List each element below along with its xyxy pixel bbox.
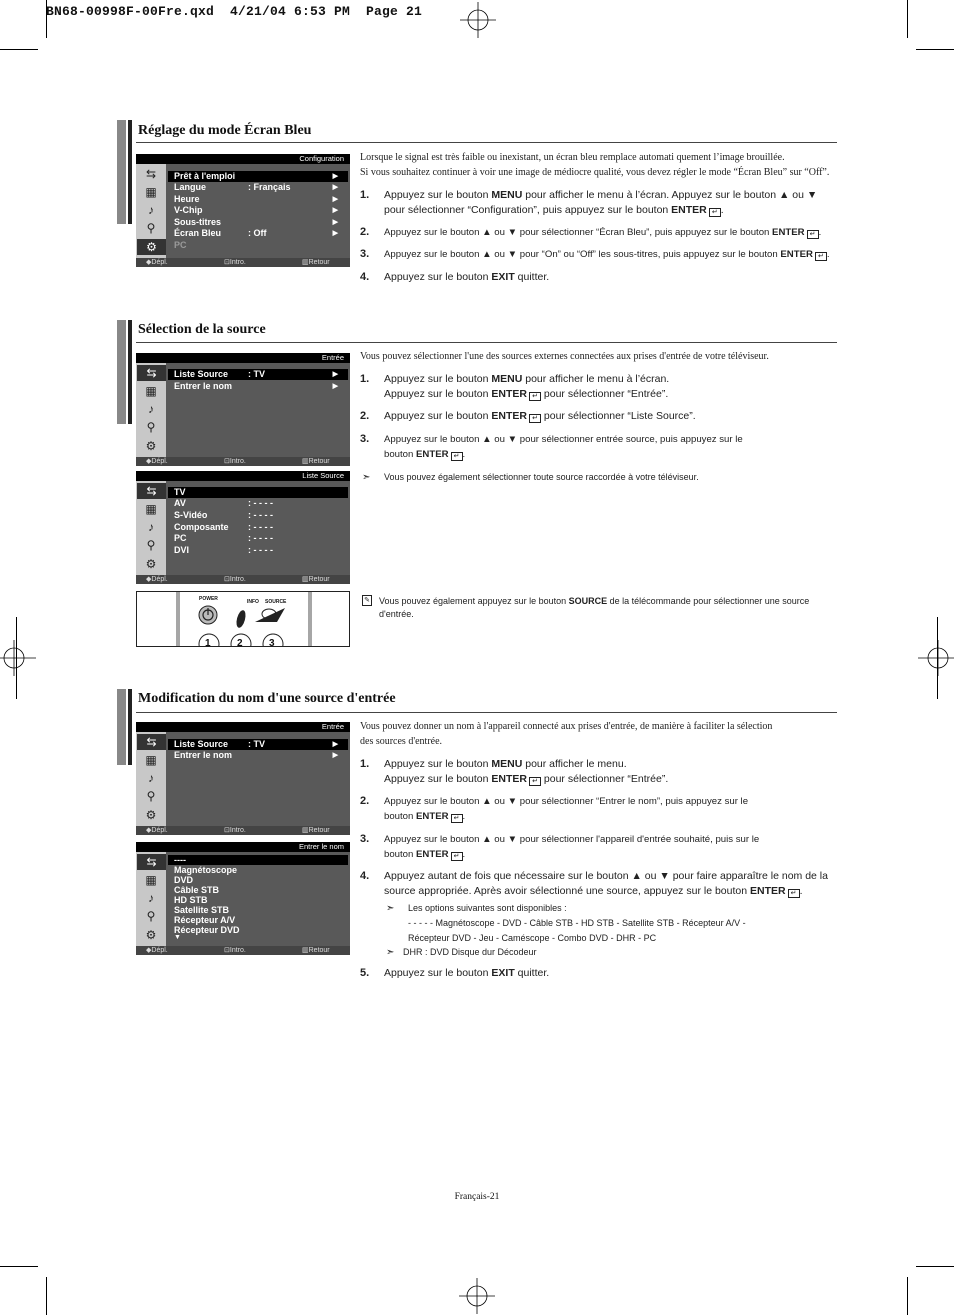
page-number: Français-21 [454,1192,500,1202]
enter-icon: ↵ [807,230,819,239]
enter-icon: ↵ [788,889,800,898]
section-bar [128,320,132,424]
menu-row[interactable]: ---- [168,855,348,865]
arrow-note-icon: ➣ [386,947,395,958]
back-hint: ▥ Retour [302,259,330,266]
menu-row[interactable]: Écran Bleu : Off ▶ [174,228,338,238]
menu-row[interactable]: Prêt à l'emploi ▶ [168,171,348,182]
menu-footer: ◆ Dépl. ⊡ Intro. ▥ Retour [136,575,350,584]
setup-icon: ⚙ [137,239,166,255]
setup-icon: ⚙ [145,808,157,822]
menu-row[interactable]: Langue : Français ▶ [174,182,338,192]
menu-title: Entrée [136,353,350,363]
section-title: Sélection de la source [138,322,266,337]
menu-row[interactable]: V-Chip ▶ [174,205,338,215]
menu-title: Entrer le nom [136,842,350,852]
setup-icon: ⚙ [145,557,157,571]
step-1: 1. Appuyez sur le bouton MENU pour afficher le menu. Appuyez sur le bouton ENTER ↵ pour sélectionner “Entrée”. [360,758,669,785]
crop-mark [916,49,954,50]
input-icon: ⇆ [137,734,166,750]
input-icon: ⇆ [145,167,157,181]
remote-note: ✎ Vous pouvez également appuyez sur le bouton SOURCE de la télécommande pour sélectionner une source d'entrée. [362,595,842,623]
step-2: 2. Appuyez sur le bouton ▲ ou ▼ pour sélectionner “Entrer le nom”, puis appuyez sur le bouton ENTER ↵ . [360,795,749,822]
arrow-note-icon: ➣ [362,472,371,483]
enter-icon: ↵ [815,252,827,261]
step-2: 2. Appuyez sur le bouton ENTER ↵ pour sélectionner “Liste Source”. [360,410,696,422]
section-title: Modification du nom d'une source d'entrée [138,691,396,706]
menu-row[interactable]: Liste Source : TV ▶ [168,739,348,750]
menu-row[interactable]: Satellite STB [174,905,230,915]
osd-menu-source-list [136,471,350,584]
menu-title: Entrée [136,722,350,732]
registration-mark [460,2,496,38]
section-bar [128,689,132,765]
section-rule [136,712,837,713]
input-icon: ⇆ [137,365,166,381]
menu-row[interactable]: Entrer le nom ▶ [174,750,338,760]
tip-note: ➣ Vous pouvez également sélectionner toute source raccordée à votre téléviseur. [362,472,699,483]
sound-icon: ♪ [148,203,154,217]
menu-row[interactable]: TV [168,487,348,498]
osd-menu-input [136,722,350,835]
menu-footer: ◆ Dépl. ⊡ Intro. ▥ Retour [136,946,350,955]
scroll-down-icon[interactable]: ▼ [174,934,181,941]
channel-icon: ⚲ [146,909,156,923]
menu-row[interactable]: Sous-titres ▶ [174,217,338,227]
menu-footer [136,258,350,267]
sound-icon: ♪ [148,402,154,416]
menu-row[interactable]: Récepteur DVD [174,925,240,935]
osd-menu-configuration [136,154,350,267]
enter-icon: ↵ [529,777,541,786]
menu-sidebar [136,164,166,258]
options-note: ➣ Les options suivantes sont disponibles : - - - - - Magnétoscope - DVD - Câble STB - HD STB - Satellite STB - Récepteur A/V - Récepteur DVD - Jeu - Caméscope - Combo DVD - DHR - PC [386,903,746,943]
key-1: 1 [205,638,211,647]
osd-menu-input [136,353,350,466]
file-header: BN68-00998F-00Fre.qxd 4/21/04 6:53 PM Page 21 [46,4,423,19]
menu-sidebar [136,732,166,826]
input-icon: ⇆ [137,854,166,870]
key-2: 2 [237,638,243,647]
enter-icon: ↵ [709,208,721,217]
arrow-note-icon: ➣ [386,903,395,914]
menu-footer: ◆ Dépl. ⊡ Intro. ▥ Retour [136,826,350,835]
enter-icon: ↵ [451,452,463,461]
sound-icon: ♪ [148,771,154,785]
intro-text: Lorsque le signal est très faible ou inexistant, un écran bleu remplace automati quement l’image brouillée. Si vous souhaitez continuer à voir une image de médiocre qualité, vous devez régler le mode “Écran Bleu” sur “Off”. [360,152,830,178]
menu-sidebar [136,852,166,946]
channel-icon: ⚲ [146,789,156,803]
enter-icon: ↵ [451,852,463,861]
dhr-note: ➣ DHR : DVD Disque dur Décodeur [386,947,537,958]
section-title: Réglage du mode Écran Bleu [138,123,312,138]
picture-icon: ▦ [145,502,157,516]
section-bar [117,320,126,424]
menu-row[interactable]: AV : - - - - [174,498,273,508]
enter-icon: ↵ [529,414,541,423]
osd-menu-name-entry [136,842,350,955]
remote-note-icon: ✎ [362,595,372,606]
section-rule [136,142,837,143]
sound-icon: ♪ [148,891,154,905]
remote-control-illustration [136,591,350,647]
menu-row[interactable]: DVD [174,875,194,885]
picture-icon: ▦ [145,384,157,398]
menu-row[interactable]: Magnétoscope [174,865,238,875]
power-label: POWER [199,596,218,602]
crop-mark [937,617,938,699]
menu-row[interactable]: HD STB [174,895,208,905]
intro-text: Vous pouvez sélectionner l'une des sources externes connectées aux prises d'entrée de votre téléviseur. [360,351,769,362]
menu-row[interactable]: DVI : - - - - [174,545,273,555]
picture-icon: ▦ [145,873,157,887]
registration-mark [459,1278,495,1314]
menu-row[interactable]: Entrer le nom ▶ [174,381,338,391]
menu-title: Configuration [136,154,350,164]
registration-mark [918,640,954,676]
crop-mark [16,617,17,699]
menu-row[interactable]: PC : - - - - [174,533,273,543]
crop-mark [916,1266,954,1267]
menu-row[interactable]: Composante : - - - - [174,522,273,532]
menu-row[interactable]: S-Vidéo : - - - - [174,510,273,520]
step-5: 5. Appuyez sur le bouton EXIT quitter. [360,967,550,979]
section-rule [136,342,837,343]
step-3: 3. Appuyez sur le bouton ▲ ou ▼ pour sélectionner entrée source, puis appuyez sur le bouton ENTER ↵ . [360,433,743,460]
source-label: SOURCE [265,599,287,605]
crop-mark [0,1266,38,1267]
section-bar [128,120,132,224]
key-3: 3 [269,638,275,647]
step-4: 4. Appuyez autant de fois que nécessaire sur le bouton ▲ ou ▼ pour faire apparaître le nom de la source appropriée. Après avoir sélectionné une source, appuyez sur le bouton ENTER ↵ . [360,870,828,897]
enter-icon: ↵ [451,814,463,823]
menu-sidebar [136,363,166,457]
step-1: 1. Appuyez sur le bouton MENU pour afficher le menu à l’écran. Appuyez sur le bouton ▲ ou ▼ pour sélectionner “Configuration”, puis appuyez sur le bouton ENTER ↵ . [360,189,818,216]
crop-mark [0,49,38,50]
section-bar [117,689,126,765]
registration-mark [0,640,36,676]
menu-row[interactable]: Heure ▶ [174,194,338,204]
channel-icon: ⚲ [146,420,156,434]
menu-footer: ◆ Dépl. ⊡ Intro. ▥ Retour [136,457,350,466]
menu-row[interactable]: Câble STB [174,885,220,895]
enter-icon: ↵ [529,392,541,401]
menu-row[interactable]: PC [174,240,187,250]
step-3: 3. Appuyez sur le bouton ▲ ou ▼ pour “On” ou “Off” les sous-titres, puis appuyez sur le bouton ENTER ↵ . [360,248,830,260]
info-label: INFO [247,599,259,605]
crop-mark [907,1277,908,1315]
menu-sidebar [136,481,166,575]
sound-icon: ♪ [148,520,154,534]
crop-mark [46,1277,47,1315]
menu-row[interactable]: Récepteur A/V [174,915,236,925]
section-bar [117,120,126,224]
picture-icon: ▦ [145,753,157,767]
crop-mark [907,0,908,38]
setup-icon: ⚙ [145,439,157,453]
channel-icon: ⚲ [146,538,156,552]
nav-hint: ◆ Dépl. [146,259,168,266]
setup-icon: ⚙ [145,928,157,942]
intro-hint: ⊡ Intro. [224,259,246,266]
input-icon: ⇆ [137,483,166,499]
menu-row[interactable]: Liste Source : TV ▶ [168,369,348,380]
step-2: 2. Appuyez sur le bouton ▲ ou ▼ pour sélectionner “Écran Bleu”, puis appuyez sur le bouton ENTER ↵ . [360,226,822,238]
picture-icon: ▦ [145,185,157,199]
step-4: 4. Appuyez sur le bouton EXIT quitter. [360,271,550,283]
intro-text: Vous pouvez donner un nom à l'appareil connecté aux prises d'entrée, de manière à faciliter la sélection des sources d'entrée. [360,721,773,747]
menu-title: Liste Source [136,471,350,481]
channel-icon: ⚲ [146,221,156,235]
step-3: 3. Appuyez sur le bouton ▲ ou ▼ pour sélectionner l'appareil d'entrée souhaité, puis sur le bouton ENTER ↵ . [360,833,760,860]
step-1: 1. Appuyez sur le bouton MENU pour afficher le menu à l’écran. Appuyez sur le bouton ENTER ↵ pour sélectionner “Entrée”. [360,373,670,400]
